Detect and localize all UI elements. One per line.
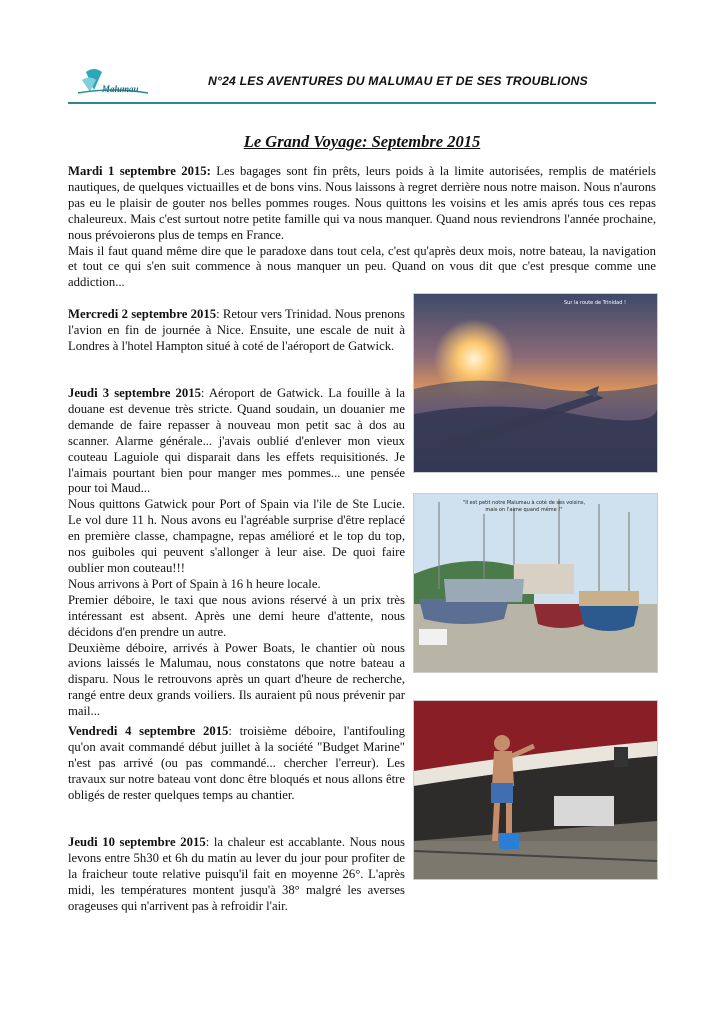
photo-caption: Sur la route de Trinidad ! (564, 300, 626, 306)
entry-sept-3 (68, 386, 405, 720)
logo-text: Malumau (102, 84, 139, 94)
entry-text: Nous arrivons à Port of Spain à 16 h heure locale. (68, 576, 321, 591)
entry-date: Mardi 1 septembre 2015: (68, 164, 211, 178)
entry-text: Mais il faut quand même dire que le paradoxe dans tout cela, c'est qu'après deux mois, notre bateau, la navigation et tout ce qui s'en suit commence à nous manquer un peu. Quand on vous dit que c'est presque comme une addiction... (68, 243, 656, 290)
boatyard-image (414, 494, 657, 672)
entry-text: Deuxième déboire, arrivés à Power Boats, le chantier où nous avions laissés le Malumau, nous constatons que notre bateau a disparu. Nous le retrouvons après un quart d'heure de recherche, rangé entre deux grands voiliers. Ils auraient pû nous prévenir par mail... (68, 640, 405, 719)
entry-date: Jeudi 3 septembre 2015 (68, 386, 201, 400)
hull-work-image (414, 701, 657, 879)
entry-text: Nous quittons Gatwick pour Port of Spain via l'ile de Ste Lucie. Le vol dure 11 h. Nous avons eu l'agréable surprise d'être replacé en première classe, champagne, repas amélioré et le top du top, nos guiboles qui peuvent s'allonger à leur aise. De quoi faire oublier mon couteau!!! (68, 497, 405, 575)
entry-text: Les bagages sont fin prêts, leurs poids à la limite autorisées, remplis de matériels nautiques, de quelques victuailles et de bons vins. Nous laissons à regret derrière nous notre maison. Nous n'aurons pas eu le plaisir de gouter nos belles pommes rouges. Nous quittons les voisins et les amis aprés tous ces repas chaleureux. Mais c'est surtout notre petite famille qui va nous manquer. Quand nous reviendrons l'année prochaine, nous prévoierons plus de temps en France. (68, 164, 656, 242)
photo-boatyard (413, 493, 658, 673)
malumau-logo (72, 66, 152, 100)
entry-date: Jeudi 10 septembre 2015 (68, 835, 206, 849)
document-title: Le Grand Voyage: Septembre 2015 (243, 132, 481, 151)
entry-date: Vendredi 4 septembre 2015 (68, 724, 229, 738)
header-title: N°24 LES AVENTURES DU MALUMAU ET DE SES TROUBLIONS (208, 74, 588, 88)
photo-sunset-flight (413, 293, 658, 473)
entry-text: : Retour vers Trinidad. Nous prenons l'avion en fin de journée à Nice. Ensuite, une escale de nuit à Londres à l'hotel Hampton situé à coté de l'aéroport de Gatwick. (68, 307, 405, 353)
entry-sept-10 (68, 835, 405, 915)
entry-text: : la chaleur est accablante. Nous nous levons entre 5h30 et 6h du matin au lever du jour pour profiter de la fraicheur toute relative puisqu'il fait en moyenne 26°. L'après midi, les températures montent jusqu'à 38° malgré les averses orageuses qui n'arrivent pas à refroidir l'air. (68, 835, 405, 913)
entry-date: Mercredi 2 septembre 2015 (68, 307, 217, 321)
entry-text: : troisième déboire, l'antifouling qu'on avait commandé début juillet à la société "Budget Marine" n'est pas arrivé (ou pas commandé... chercher l'erreur). Les travaux sur notre bateau vont donc être bloqués et nous allons être obligés de rester quelques temps au chantier. (68, 724, 405, 802)
photo-caption-1: "Il est petit notre Malumau à coté de ses voisins, (462, 500, 586, 506)
page-header (68, 64, 656, 104)
photo-hull-work (413, 700, 658, 880)
entry-text: Premier déboire, le taxi que nous avions réservé à un prix très intéressant est absent. Après une demi heure d'attente, nous décidons d'en prendre un autre. (68, 592, 405, 639)
entry-text: : Aéroport de Gatwick. La fouille à la douane est devenue très stricte. Quand soudain, un douanier me demande de faire repasser à nouveau mon petit sac à dos au scanner. Alarme générale... j'avais oublié d'enlever mon vieux couteau Laguiole qui disparait dans les effets requisitionés. Je l'aimais pourtant bien pour manger mes pommes... une pensée pour toi Maud... (68, 386, 405, 496)
intro-paragraph (68, 164, 656, 291)
entry-sept-2 (68, 307, 405, 355)
entry-sept-4 (68, 724, 405, 804)
photo-caption-2: mais on l'aime quand même !" (485, 507, 563, 513)
sunset-flight-image (414, 294, 657, 472)
